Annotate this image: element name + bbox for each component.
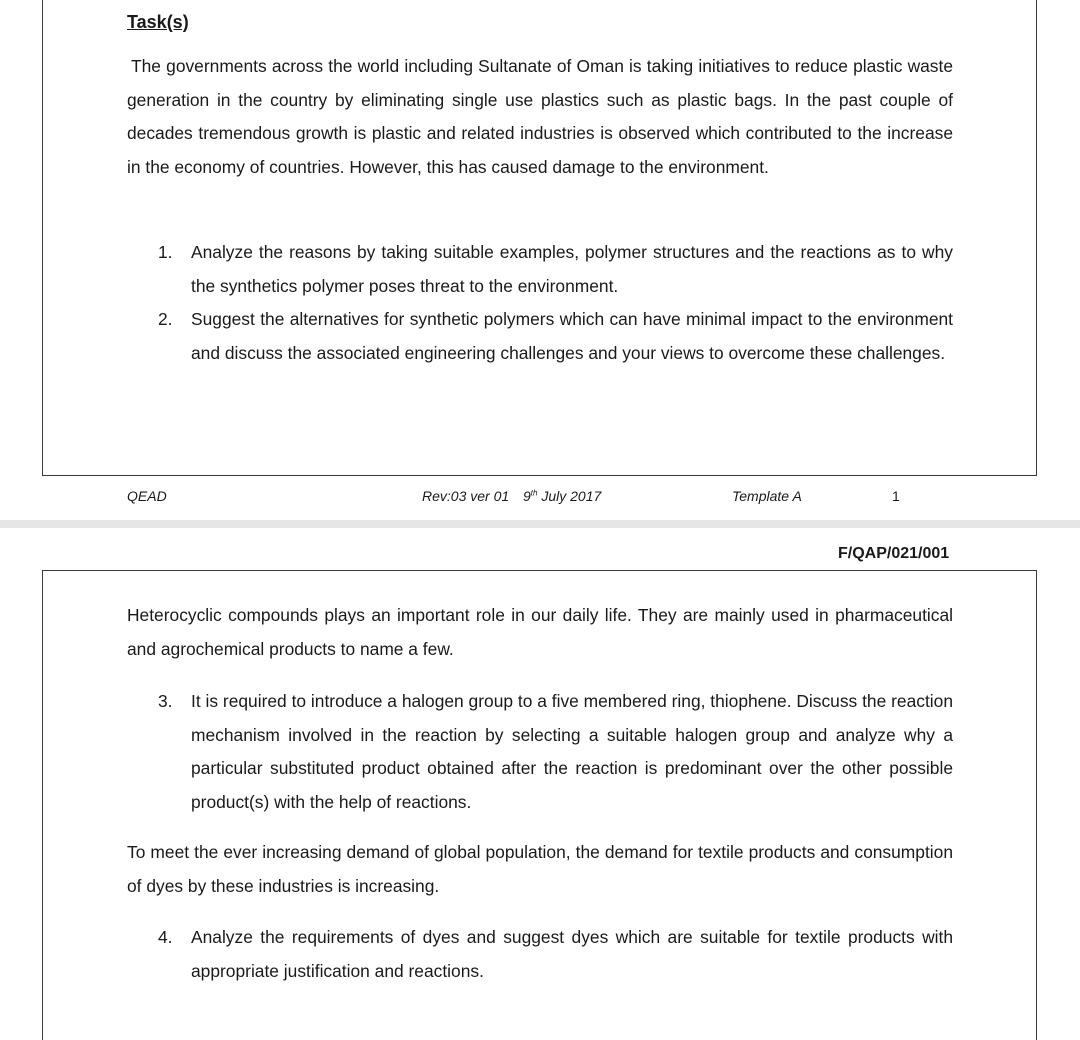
document-code: F/QAP/021/001 [838, 545, 950, 562]
question-1 [158, 236, 953, 303]
footer-date [523, 488, 601, 504]
footer-dept: QEAD [127, 488, 167, 504]
question-number: 3. [158, 691, 173, 711]
question-number: 1. [158, 242, 173, 262]
question-text: Suggest the alternatives for synthetic polymers which can have minimal impact to the environment and discuss the associated engineering challenges and your views to overcome these challenges. [191, 309, 953, 363]
question-3 [158, 685, 953, 819]
footer-revision: Rev:03 ver 01 [422, 488, 510, 504]
date-day: 9 [523, 488, 531, 504]
question-number: 4. [158, 927, 173, 947]
question-text: Analyze the requirements of dyes and suggest dyes which are suitable for textile products with appropriate justification and reactions. [191, 927, 953, 981]
question-text: It is required to introduce a halogen group to a five membered ring, thiophene. Discuss the reaction mechanism involved in the reaction by selecting a suitable halogen group and analyze why a particular substituted product obtained after the reaction is predominant over the other possible product(s) with the help of reactions. [191, 691, 953, 812]
question-4 [158, 921, 953, 988]
heterocyclic-intro: Heterocyclic compounds plays an important role in our daily life. They are mainly used in pharmaceutical and agrochemical products to name a few. [127, 605, 953, 659]
question-2 [158, 303, 953, 370]
footer-page-number: 1 [892, 488, 900, 504]
intro-paragraph: The governments across the world including Sultanate of Oman is taking initiatives to reduce plastic waste generation in the country by eliminating single use plastics such as plastic bags. In the past couple of decades tremendous growth is plastic and related industries is observed which contributed to the increase in the economy of countries. However, this has caused damage to the environment. [127, 56, 953, 177]
date-month-year: July 2017 [537, 488, 602, 504]
date-suffix: th [530, 488, 538, 498]
page-divider [0, 520, 1080, 528]
question-number: 2. [158, 309, 173, 329]
question-text: Analyze the reasons by taking suitable examples, polymer structures and the reactions as to why the synthetics polymer poses threat to the environment. [191, 242, 953, 296]
task-heading: Task(s) [127, 12, 189, 32]
footer-template: Template A [732, 488, 802, 504]
textile-intro: To meet the ever increasing demand of global population, the demand for textile products and consumption of dyes by these industries is increasing. [127, 842, 953, 896]
